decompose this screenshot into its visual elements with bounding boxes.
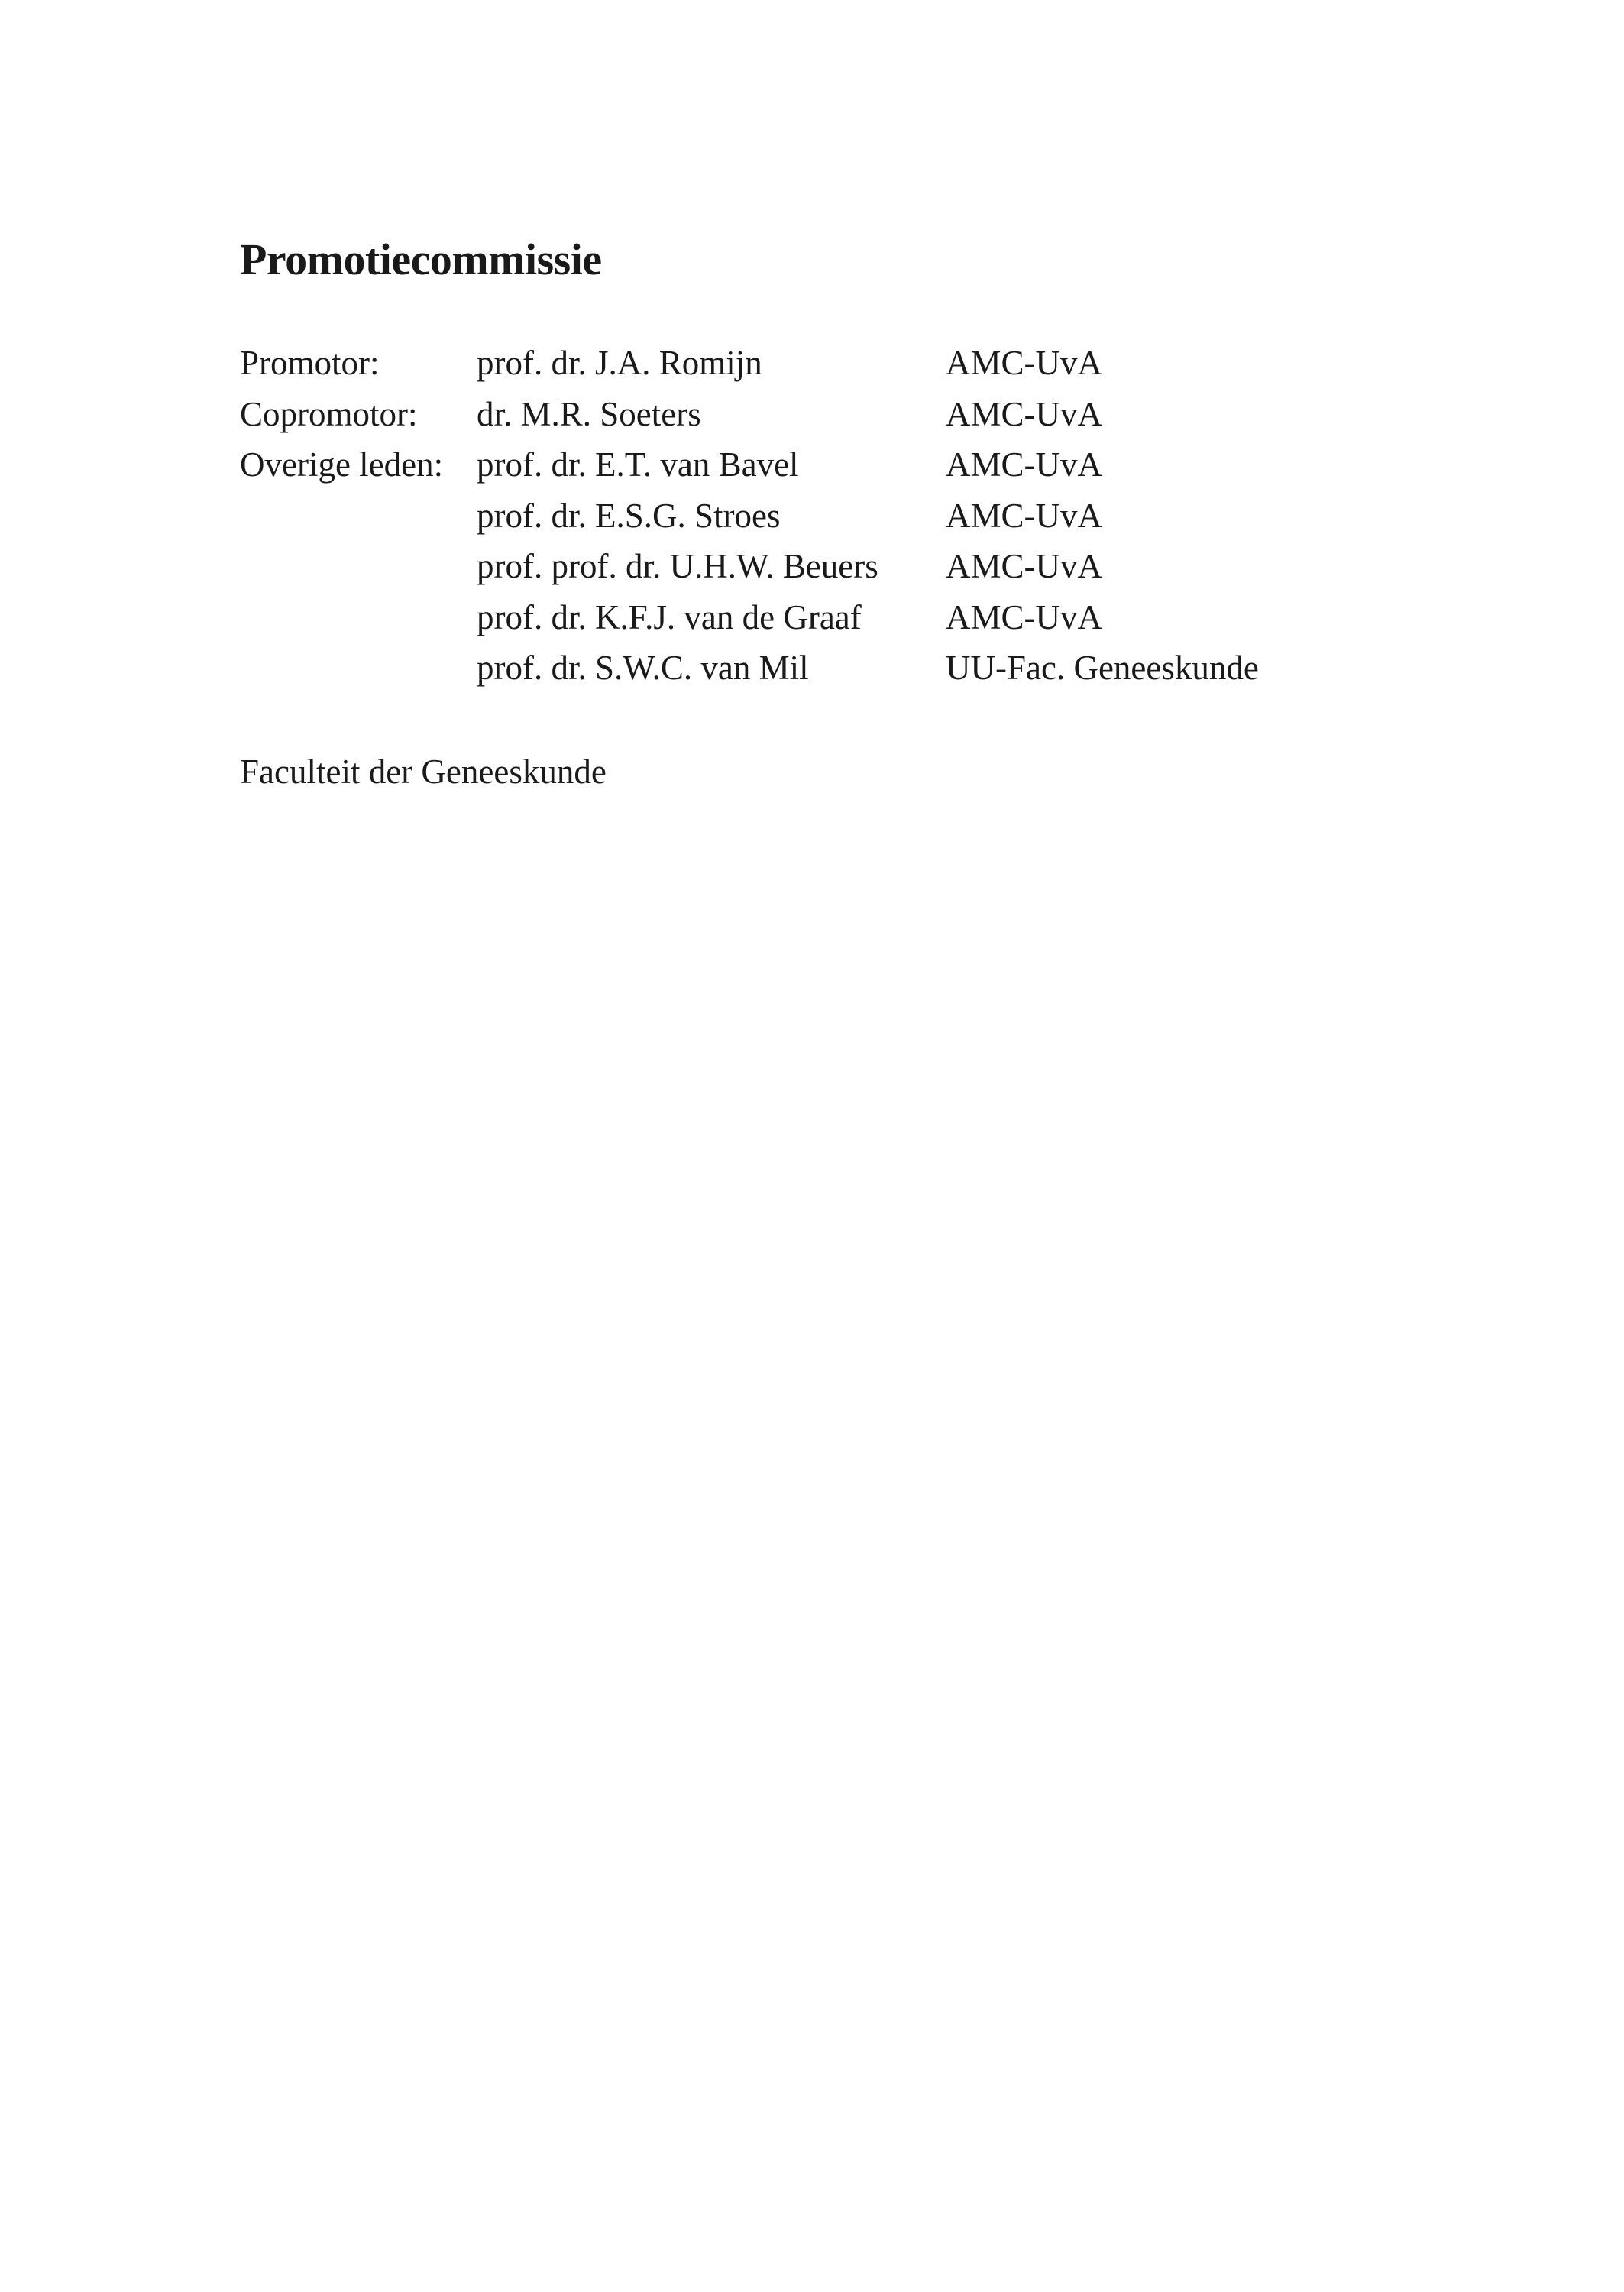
member-affiliation: AMC-UvA: [946, 496, 1103, 535]
member-affiliation: AMC-UvA: [946, 597, 1103, 636]
member-name: prof. dr. E.T. van Bavel: [477, 445, 799, 484]
faculty-line: Faculteit der Geneeskunde: [240, 753, 607, 791]
member-affiliation: AMC-UvA: [946, 445, 1103, 484]
member-name: prof. dr. S.W.C. van Mil: [477, 649, 809, 687]
member-name: prof. dr. J.A. Romijn: [477, 344, 762, 382]
member-role: Overige leden:: [240, 445, 444, 484]
committee-row: [240, 643, 1538, 694]
member-role: Copromotor:: [240, 394, 418, 433]
committee-row: [240, 592, 1538, 643]
committee-row: [240, 490, 1538, 542]
member-name: dr. M.R. Soeters: [477, 394, 701, 433]
committee-row: [240, 541, 1538, 592]
committee-list: [240, 338, 1538, 694]
member-name: prof. dr. K.F.J. van de Graaf: [477, 597, 862, 636]
member-name: prof. dr. E.S.G. Stroes: [477, 496, 781, 535]
member-role: Promotor:: [240, 344, 380, 382]
committee-row: [240, 389, 1538, 440]
member-affiliation: AMC-UvA: [946, 344, 1103, 382]
committee-row: [240, 338, 1538, 389]
member-affiliation: AMC-UvA: [946, 547, 1103, 585]
page-title: Promotiecommissie: [240, 235, 602, 284]
member-affiliation: AMC-UvA: [946, 394, 1103, 433]
committee-row: [240, 439, 1538, 490]
member-affiliation: UU-Fac. Geneeskunde: [946, 649, 1259, 687]
member-name: prof. prof. dr. U.H.W. Beuers: [477, 547, 878, 585]
